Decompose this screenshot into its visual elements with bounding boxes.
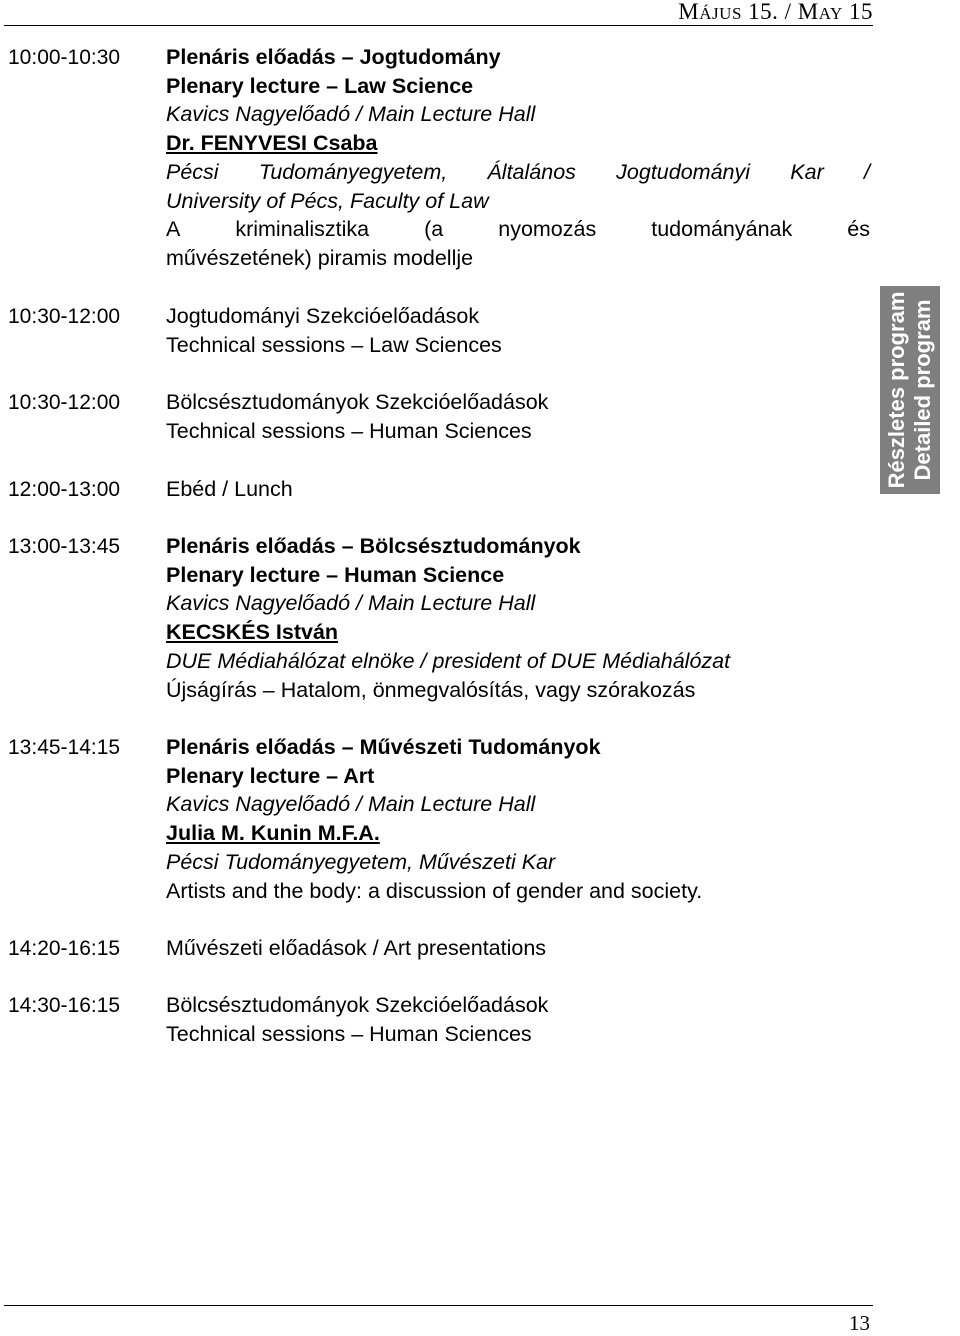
word: Pécsi <box>166 159 219 184</box>
word: Kar <box>790 159 824 184</box>
schedule-entry <box>166 991 870 1048</box>
entry-title-en: Technical sessions – Law Sciences <box>166 332 502 357</box>
entry-talk-title: Újságírás – Hatalom, önmegvalósítás, vagy szórakozás <box>166 677 696 702</box>
entry-affiliation <box>166 158 870 187</box>
entry-title-hu: Plenáris előadás – Bölcsésztudományok <box>166 534 581 558</box>
entry-speaker: Dr. FENYVESI Csaba <box>166 131 378 156</box>
entry-title-en: Technical sessions – Human Sciences <box>166 1021 532 1046</box>
entry-title: Művészeti előadások / Art presentations <box>166 936 547 960</box>
entry-time: 12:00-13:00 <box>8 478 121 501</box>
entry-venue: Kavics Nagyelőadó / Main Lecture Hall <box>166 591 536 616</box>
entry-title-hu: Bölcsésztudományok Szekcióelőadások <box>166 993 549 1017</box>
entry-time: 13:00-13:45 <box>8 535 121 558</box>
entry-time: 13:45-14:15 <box>8 736 121 759</box>
entry-talk-title-cont: művészetének) piramis modellje <box>166 245 474 270</box>
word: nyomozás <box>498 217 597 242</box>
entry-talk-title: Artists and the body: a discussion of gender and society. <box>166 878 703 903</box>
schedule-entry <box>166 43 870 273</box>
schedule-entry <box>166 475 870 504</box>
header-divider <box>4 25 873 26</box>
entry-affiliation-cont: University of Pécs, Faculty of Law <box>166 188 489 213</box>
word: (a <box>424 217 444 242</box>
entry-affiliation: DUE Médiahálózat elnöke / president of DUE Médiahálózat <box>166 648 731 673</box>
entry-title-en: Plenary lecture – Law Science <box>166 73 474 98</box>
schedule-entry <box>166 934 870 963</box>
entry-time: 10:30-12:00 <box>8 391 121 414</box>
word: Tudományegyetem, <box>258 159 448 184</box>
word: tudományának <box>651 217 793 242</box>
entry-venue: Kavics Nagyelőadó / Main Lecture Hall <box>166 792 536 817</box>
schedule-entry <box>166 733 870 905</box>
entry-time: 10:30-12:00 <box>8 305 121 328</box>
entry-title-en: Plenary lecture – Human Science <box>166 562 505 587</box>
word: Általános <box>487 159 576 184</box>
entry-speaker: Julia M. Kunin M.F.A. <box>166 821 380 846</box>
word: / <box>863 159 870 184</box>
entry-time: 14:20-16:15 <box>8 937 121 960</box>
entry-affiliation: Pécsi Tudományegyetem, Művészeti Kar <box>166 849 556 874</box>
footer-divider <box>4 1305 873 1306</box>
entry-title-hu: Plenáris előadás – Művészeti Tudományok <box>166 735 601 759</box>
entry-talk-title <box>166 215 870 244</box>
side-tab-label <box>884 292 936 489</box>
side-tab-line-en: Detailed program <box>910 299 935 481</box>
entry-title-hu: Jogtudományi Szekcióelőadások <box>166 304 480 328</box>
side-tab-line-hu: Részletes program <box>884 291 909 489</box>
schedule-entry <box>166 302 870 359</box>
schedule-entry <box>166 388 870 445</box>
word: kriminalisztika <box>235 217 370 242</box>
entry-title-en: Plenary lecture – Art <box>166 763 375 788</box>
entry-title-en: Technical sessions – Human Sciences <box>166 418 532 443</box>
word: Jogtudományi <box>616 159 751 184</box>
entry-title-hu: Bölcsésztudományok Szekcióelőadások <box>166 390 549 414</box>
word: és <box>847 217 870 242</box>
entry-speaker: KECSKÉS István <box>166 620 339 645</box>
page-header-date: MÁJUS 15. / MAY 15 <box>678 0 873 24</box>
section-side-tab <box>880 286 940 494</box>
entry-title-hu: Plenáris előadás – Jogtudomány <box>166 45 501 69</box>
entry-time: 10:00-10:30 <box>8 46 121 69</box>
entry-title: Ebéd / Lunch <box>166 477 293 501</box>
page-number: 13 <box>849 1311 870 1335</box>
entry-time: 14:30-16:15 <box>8 994 121 1017</box>
schedule-entry <box>166 532 870 704</box>
entry-venue: Kavics Nagyelőadó / Main Lecture Hall <box>166 102 536 127</box>
word: A <box>166 217 181 242</box>
